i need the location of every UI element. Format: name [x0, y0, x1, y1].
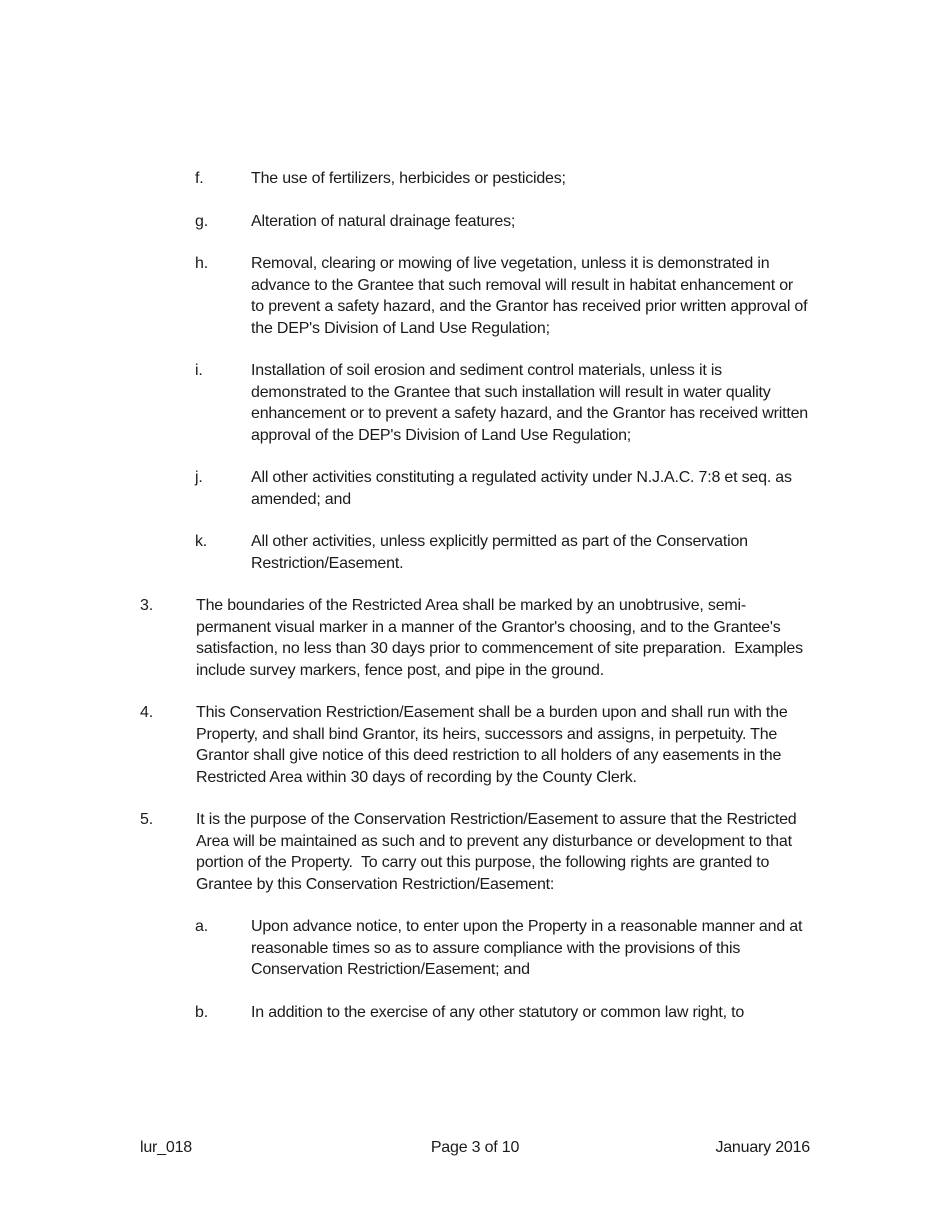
numbered-item-4-text: This Conservation Restriction/Easement shall be a burden upon and shall run with the Property, and shall bind Grantor, its heirs, successors and assigns, in perpetuity. The Grantor shall give notice of this deed restriction to all holders of any easements in the Restricted Area within 30 days of recording by the County Clerk.	[196, 704, 792, 786]
document-body	[140, 168, 813, 1044]
numbered-item-4	[140, 702, 810, 788]
list-item-j-label: j.	[195, 469, 203, 486]
sub-item-a-label: a.	[195, 918, 208, 935]
list-item-g	[195, 211, 810, 233]
sub-item-b-text: In addition to the exercise of any other statutory or common law right, to	[251, 1003, 745, 1021]
footer-page-number: Page 3 of 10	[430, 1139, 520, 1156]
numbered-item-5-label: 5.	[140, 811, 153, 828]
list-item-j	[195, 467, 810, 510]
list-item-f	[195, 168, 810, 190]
numbered-item-3-text: The boundaries of the Restricted Area shall be marked by an unobtrusive, semi-permanent visual marker in a manner of the Grantor's choosing, and to the Grantee's satisfaction, no less than 30 days prior to commencement of site preparation. Examples include survey markers, fence post, and pipe in the ground.	[196, 597, 808, 679]
sub-item-a	[195, 916, 810, 981]
list-item-k-label: k.	[195, 533, 208, 550]
sub-item-b	[195, 1002, 810, 1024]
numbered-item-3	[140, 595, 810, 681]
sub-item-b-label: b.	[195, 1003, 208, 1021]
list-item-g-text: Alteration of natural drainage features;	[251, 212, 516, 230]
list-item-i	[195, 360, 813, 446]
list-item-j-text: All other activities constituting a regulated activity under N.J.A.C. 7:8 et seq. as amended; and	[251, 469, 797, 508]
footer-document-id: lur_018	[140, 1139, 192, 1156]
numbered-item-3-label: 3.	[140, 597, 153, 614]
numbered-item-4-label: 4.	[140, 704, 153, 721]
list-item-h-label: h.	[195, 255, 208, 272]
list-item-h	[195, 253, 810, 339]
list-item-k	[195, 531, 810, 574]
page-footer	[140, 1137, 810, 1159]
list-item-g-label: g.	[195, 212, 208, 230]
numbered-item-5	[140, 809, 810, 895]
list-item-f-label: f.	[195, 170, 204, 187]
numbered-item-5-text: It is the purpose of the Conservation Restriction/Easement to assure that the Restricted Area will be maintained as such and to prevent any disturbance or development to that portion of the Property. To carry out this purpose, the following rights are granted to Grantee by this Conservation Restriction/Easement:	[196, 811, 800, 893]
footer-date: January 2016	[715, 1139, 810, 1156]
sub-item-a-text: Upon advance notice, to enter upon the Property in a reasonable manner and at reasonable times so as to assure compliance with the provisions of this Conservation Restriction/Easement; and	[251, 918, 807, 978]
list-item-i-label: i.	[195, 362, 203, 379]
list-item-f-text: The use of fertilizers, herbicides or pesticides;	[251, 170, 566, 187]
list-item-i-text: Installation of soil erosion and sediment control materials, unless it is demonstrated to the Grantee that such installation will result in water quality enhancement or to prevent a safety hazard, and the Grantor has received written approval of the DEP's Division of Land Use Regulation;	[251, 362, 813, 444]
list-item-h-text: Removal, clearing or mowing of live vegetation, unless it is demonstrated in advance to the Grantee that such removal will result in habitat enhancement or to prevent a safety hazard, and the Grantor has received prior written approval of the DEP's Division of Land Use Regulation;	[251, 255, 812, 337]
list-item-k-text: All other activities, unless explicitly permitted as part of the Conservation Restriction/Easement.	[251, 533, 753, 572]
